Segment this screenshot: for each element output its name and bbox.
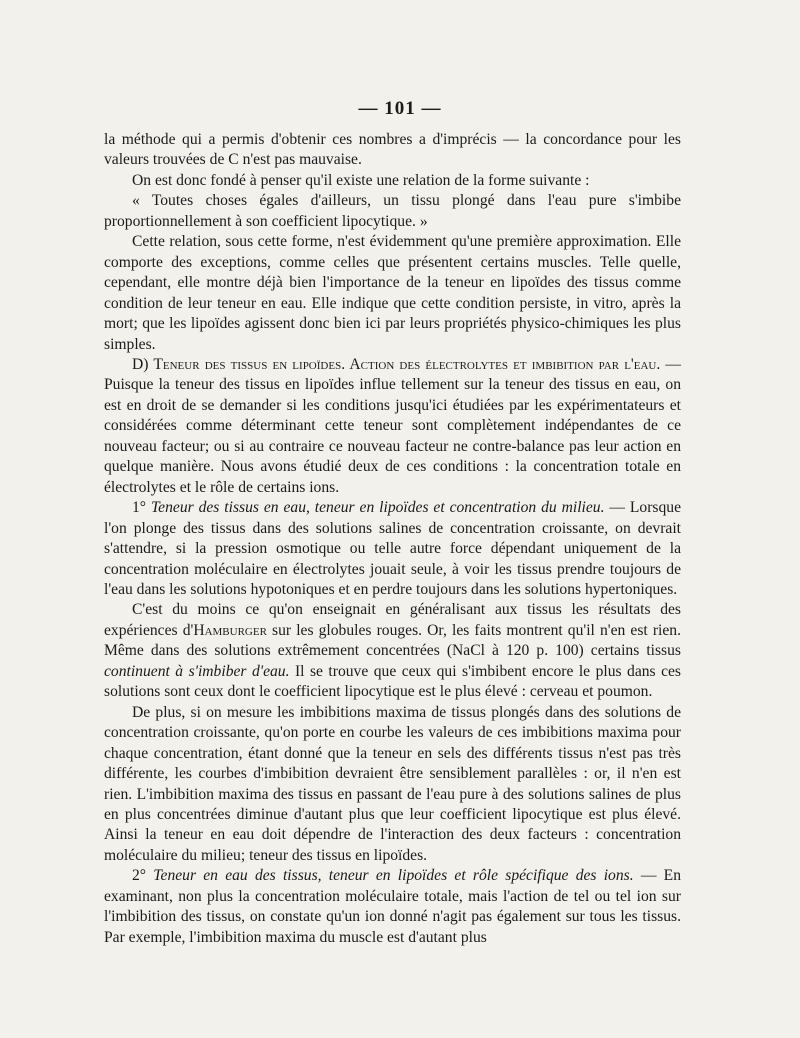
paragraph-quote: « Toutes choses égales d'ailleurs, un tissu plongé dans l'eau pure s'imbibe proportionnellement à son coefficient lipocytique. »	[104, 192, 681, 230]
section-1-title: Teneur des tissus en eau, teneur en lipoïdes et concentration du milieu.	[150, 499, 605, 517]
section-2-number: 2°	[132, 867, 154, 885]
paragraph-approximation: Cette relation, sous cette forme, n'est évidemment qu'une première approximation. Elle comporte des exceptions, comme celles que présentent certains muscles. Telle quelle, cependant, elle montre déjà bien l'importance de la teneur en lipoïdes des tissus comme condition de leur teneur en eau. Elle indique que cette condition persiste, in vitro, après la mort; que les lipoïdes agissent donc bien ici par leurs propriétés physico-chimiques les plus simples.	[104, 233, 681, 353]
section-2-text: — En examinant, non plus la concentration moléculaire totale, mais l'action de tel ou tel ion sur l'imbibition des tissus, on constate qu'un ion donné n'agit pas également sur tous les tissus. Par exemple, l'imbibition maxima du muscle est d'autant plus	[104, 867, 682, 946]
section-2	[104, 866, 681, 948]
section-2-title: Teneur en eau des tissus, teneur en lipoïdes et rôle spécifique des ions.	[153, 867, 634, 885]
hamburger-text-after: Il se trouve que ceux qui s'imbibent encore le plus dans ces solutions sont ceux dont le coefficient lipocytique est le plus élevé : cerveau et poumon.	[104, 662, 681, 701]
section-1-text: — Lorsque l'on plonge des tissus dans des solutions salines de concentration croissante, on devrait s'attendre, si la pression osmotique ou telle autre force dépendant uniquement de la concentration moléculaire en électrolytes jouait seule, à voir les tissus prendre toujours de l'eau dans les solutions hypotoniques et en perdre toujours dans les solutions hypertoniques.	[104, 499, 681, 598]
section-1	[104, 498, 681, 600]
paragraph-imbibition-curves: De plus, si on mesure les imbibitions maxima de tissus plongés dans des solutions de concentration croissante, qu'on porte en courbe les valeurs de ces imbibitions maxima pour chaque concentration, étant donné que la teneur en sels des différents tissus n'est pas très différente, les courbes d'imbibition devraient être sensiblement parallèles : or, il n'en est rien. L'imbibition maxima des tissus en passant de l'eau pure à des solutions salines de plus en plus concentrées diminue d'autant plus que leur coefficient lipocytique est plus élevé. Ainsi la teneur en eau doit dépendre de l'interaction des deux facteurs : concentration moléculaire du milieu; teneur des tissus en lipoïdes.	[104, 703, 681, 864]
paragraph-hamburger	[104, 600, 681, 702]
hamburger-text-middle: sur les globules rouges. Or, les faits montrent qu'il n'en est rien. Même dans des solutions extrêmement concentrées (NaCl à 120 p. 100) certains tissus	[104, 621, 681, 660]
hamburger-text-before: C'est du moins ce qu'on enseignait en généralisant aux tissus les résultats des expériences d'	[104, 601, 681, 639]
section-1-number: 1°	[132, 499, 151, 517]
section-d	[104, 355, 681, 498]
section-d-text: — Puisque la teneur des tissus en lipoïdes influe tellement sur la teneur des tissus en eau, on est en droit de se demander si les conditions jusqu'ici étudiées par les expérimentateurs et considérées comme déterminant cette teneur sont complètement indépendantes de ce nouveau facteur; ou si au contraire ce nouveau facteur ne contre-balance pas leur action en quelque manière. Nous avons étudié deux de ces conditions : la concentration totale en électrolytes et le rôle de certains ions.	[104, 355, 681, 496]
section-d-heading: D) Teneur des tissus en lipoïdes. Action des électrolytes et imbibition par l'eau.	[132, 355, 661, 373]
hamburger-italic: continuent à s'imbiber d'eau.	[104, 662, 290, 680]
body-text	[104, 130, 681, 948]
author-name: Hamburger	[193, 621, 267, 639]
paragraph-continuation: la méthode qui a permis d'obtenir ces nombres a d'imprécis — la concordance pour les valeurs trouvées de C n'est pas mauvaise.	[104, 131, 681, 169]
page-number: — 101 —	[358, 98, 442, 119]
paragraph-relation-intro: On est donc fondé à penser qu'il existe une relation de la forme suivante :	[132, 171, 590, 189]
